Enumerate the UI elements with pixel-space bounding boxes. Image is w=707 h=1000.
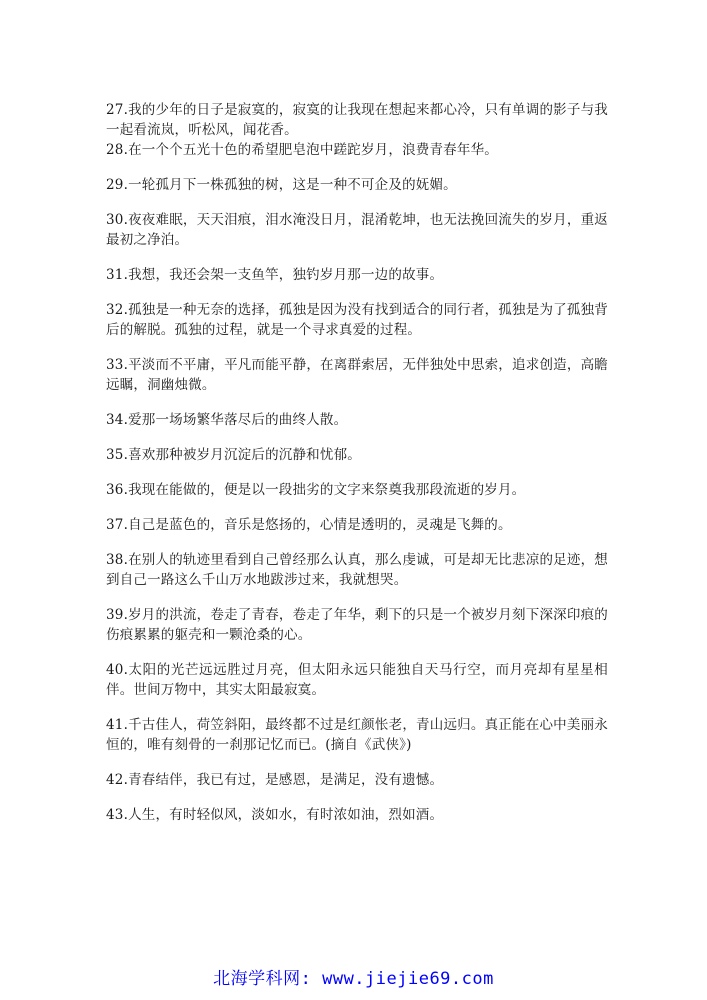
quote-38: 38.在别人的轨迹里看到自己曾经那么认真，那么虔诚，可是却无比悲凉的足迹，想到自己一路这么千山万水地跋涉过来，我就想哭。 <box>106 552 608 588</box>
footer-website-link[interactable]: 北海学科网: www.jiejie69.com <box>213 969 494 989</box>
quote-43: 43.人生，有时轻似风，淡如水，有时浓如油，烈如酒。 <box>106 807 444 823</box>
quote-list <box>106 100 608 825</box>
quote-42: 42.青春结伴，我已有过，是感恩，是满足，没有遗憾。 <box>106 772 444 788</box>
quote-40: 40.太阳的光芒远远胜过月亮，但太阳永远只能独自天马行空，而月亮却有星星相伴。世间万物中，其实太阳最寂寞。 <box>106 662 608 698</box>
quote-41: 41.千古佳人，荷笠斜阳，最终都不过是红颜怅老，青山远归。真正能在心中美丽永恒的，唯有刻骨的一刹那记忆而已。(摘自《武侠》) <box>106 717 608 753</box>
quote-29: 29.一轮孤月下一株孤独的树，这是一种不可企及的妩媚。 <box>106 177 457 193</box>
quote-31: 31.我想，我还会架一支鱼竿，独钓岁月那一边的故事。 <box>106 267 444 283</box>
quote-32: 32.孤独是一种无奈的选择，孤独是因为没有找到适合的同行者，孤独是为了孤独背后的解脱。孤独的过程，就是一个寻求真爱的过程。 <box>106 302 608 338</box>
quote-33: 33.平淡而不平庸，平凡而能平静，在离群索居，无伴独处中思索，追求创造，高瞻远瞩，洞幽烛微。 <box>106 357 608 393</box>
quote-37: 37.自己是蓝色的，音乐是悠扬的，心情是透明的，灵魂是飞舞的。 <box>106 517 512 533</box>
quote-34: 34.爱那一场场繁华落尽后的曲终人散。 <box>106 412 348 428</box>
quote-28: 28.在一个个五光十色的希望肥皂泡中蹉跎岁月，浪费青春年华。 <box>106 142 498 158</box>
quote-35: 35.喜欢那种被岁月沉淀后的沉静和忧郁。 <box>106 447 361 463</box>
quote-39: 39.岁月的洪流，卷走了青春，卷走了年华，剩下的只是一个被岁月刻下深深印痕的伤痕累累的躯壳和一颗沧桑的心。 <box>106 607 608 643</box>
quote-36: 36.我现在能做的，便是以一段拙劣的文字来祭奠我那段流逝的岁月。 <box>106 482 526 498</box>
quote-30: 30.夜夜难眠，天天泪痕，泪水淹没日月，混淆乾坤，也无法挽回流失的岁月，重返最初之净泊。 <box>106 212 608 248</box>
quote-27: 27.我的少年的日子是寂寞的，寂寞的让我现在想起来都心冷，只有单调的影子与我一起看流岚，听松风，闻花香。 <box>106 102 608 138</box>
